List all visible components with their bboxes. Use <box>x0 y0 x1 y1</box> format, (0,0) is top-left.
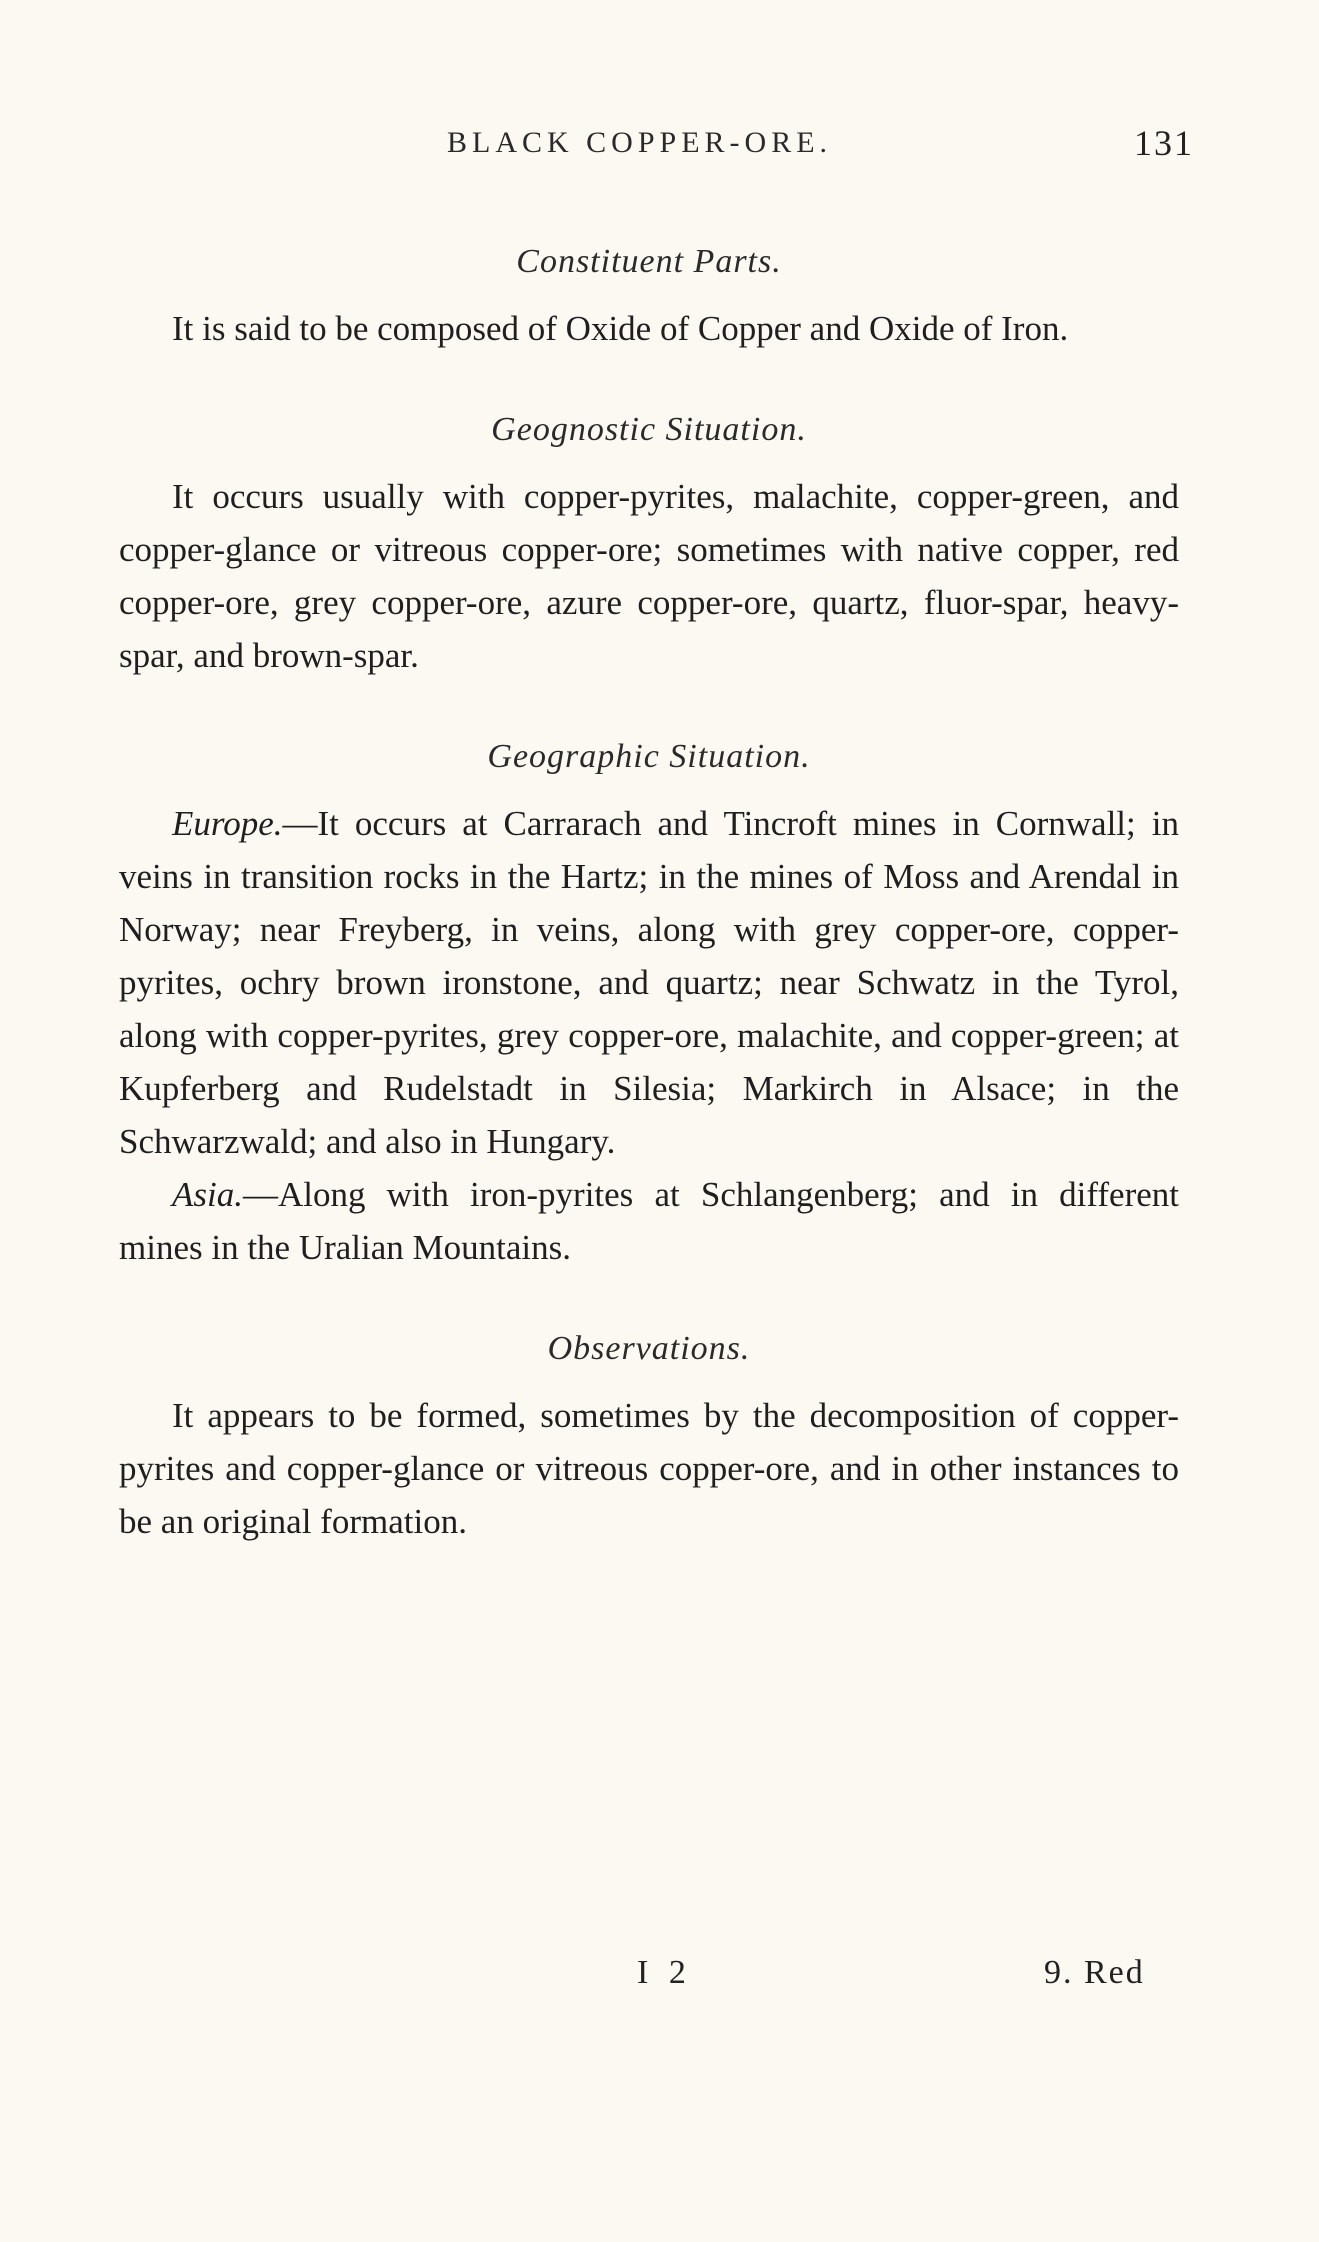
region-label-asia: Asia. <box>172 1175 243 1214</box>
paragraph-geognostic-situation: It occurs usually with copper-pyrites, malachite, copper-green, and copper-glance or vitreous copper-ore; sometimes with native copper, red copper-ore, grey copper-ore, azure copper-ore, quartz, fluor-spar, heavy-spar, and brown-spar. <box>119 477 1179 675</box>
page-number: 131 <box>1134 123 1194 163</box>
paragraph-asia <box>119 1168 1179 1274</box>
paragraph-constituent-parts: It is said to be composed of Oxide of Copper and Oxide of Iron. <box>172 309 1069 348</box>
region-label-europe: Europe. <box>172 804 283 843</box>
page-footer <box>0 1954 1319 2004</box>
europe-text: —It occurs at Carrarach and Tincroft mines in Cornwall; in veins in transition rocks in the Hartz; in the mines of Moss and Arendal in Norway; near Freyberg, in veins, along with grey copper-ore, copper-pyrites, ochry brown ironstone, and quartz; near Schwatz in the Tyrol, along with copper-pyrites, grey copper-ore, malachite, and copper-green; at Kupferberg and Rudelstadt in Silesia; Markirch in Alsace; in the Schwarzwald; and also in Hungary. <box>119 804 1179 1161</box>
paragraph-europe <box>119 797 1179 1168</box>
page-body <box>119 235 1179 1548</box>
signature-mark: I 2 <box>637 1954 692 1991</box>
heading-constituent-parts: Constituent Parts. <box>516 243 782 280</box>
paragraph-observations: It appears to be formed, sometimes by the decomposition of copper-pyrites and copper-glance or vitreous copper-ore, and in other instances to be an original formation. <box>119 1396 1179 1541</box>
running-head <box>0 123 1319 176</box>
catchword: 9. Red <box>1044 1954 1145 1991</box>
asia-text: —Along with iron-pyrites at Schlangenberg; and in different mines in the Uralian Mountains. <box>119 1175 1179 1267</box>
heading-geognostic-situation: Geognostic Situation. <box>491 411 807 448</box>
heading-geographic-situation: Geographic Situation. <box>487 738 811 775</box>
running-title: BLACK COPPER-ORE. <box>447 126 833 159</box>
heading-observations: Observations. <box>547 1330 751 1367</box>
